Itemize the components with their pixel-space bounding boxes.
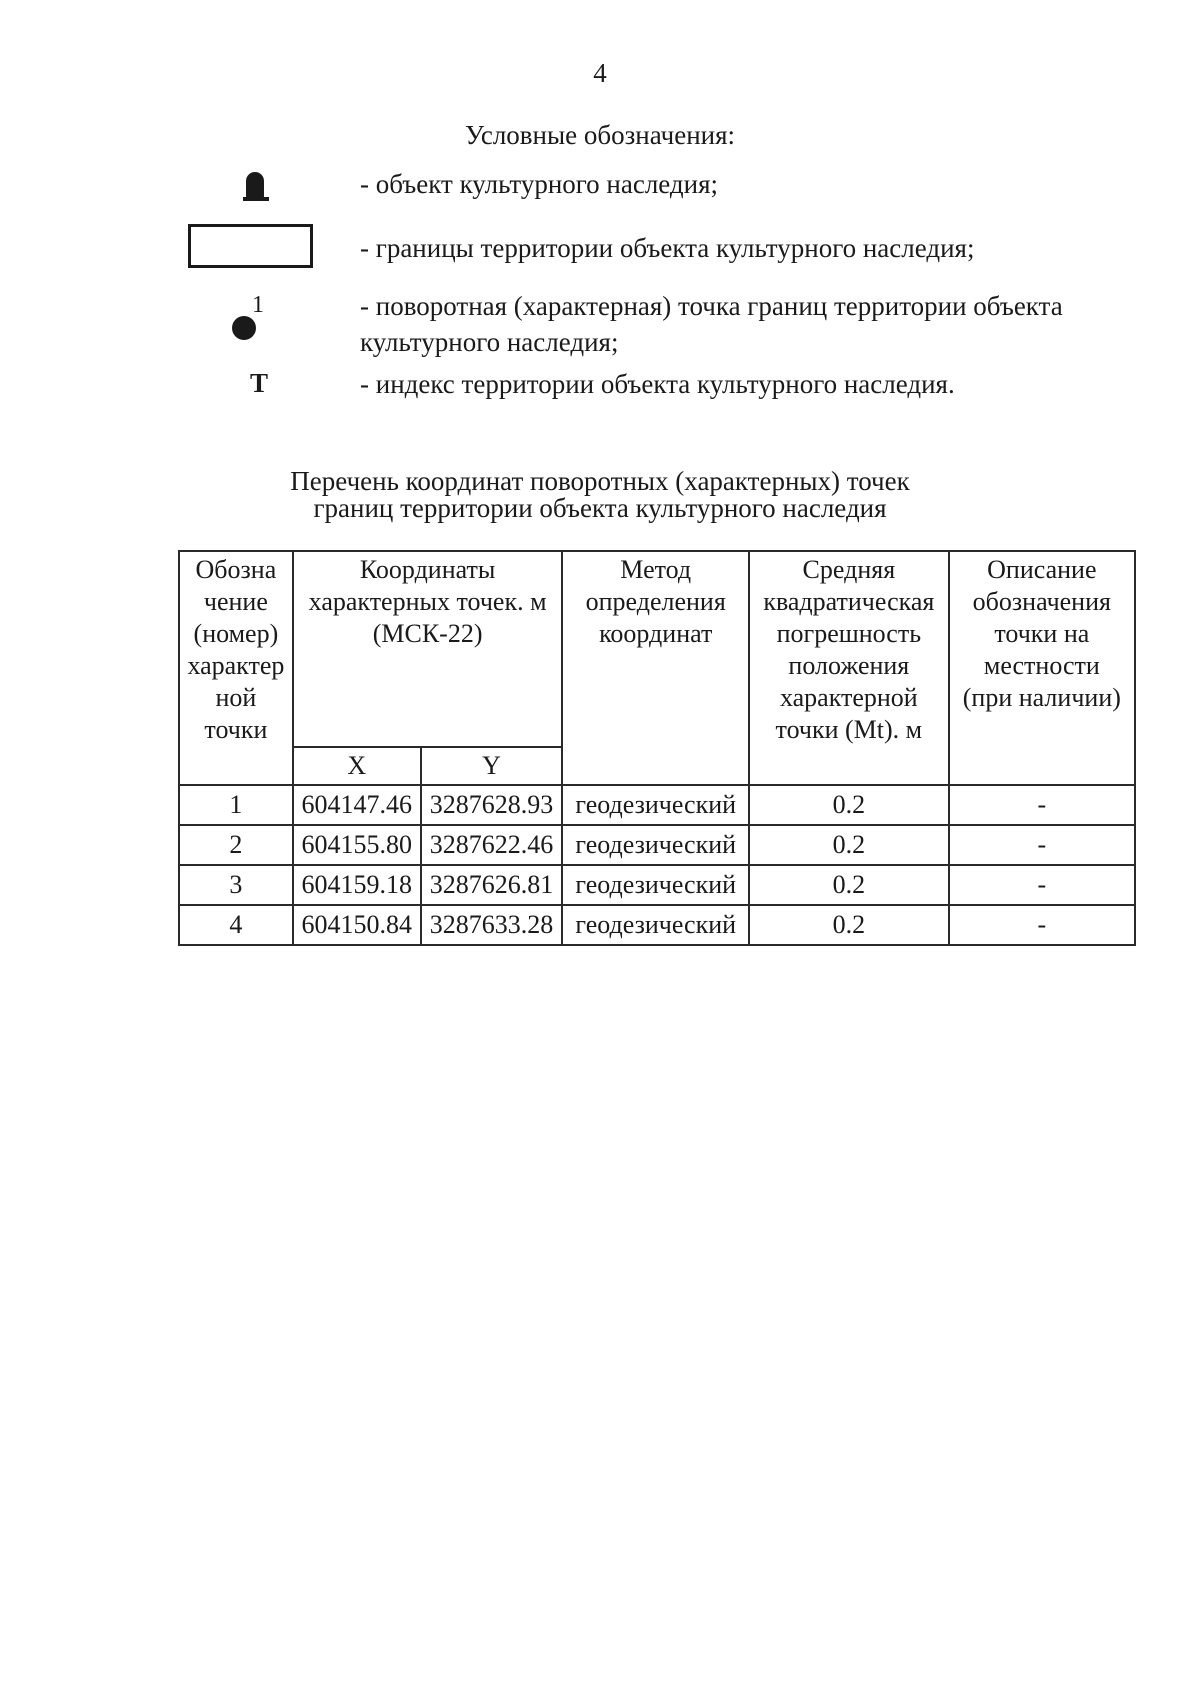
cell-number: 1	[179, 785, 293, 825]
table-row	[179, 825, 1135, 865]
legend-item-text: - индекс территории объекта культурного наследия.	[360, 369, 955, 399]
cell-y: 3287628.93	[421, 785, 563, 825]
cell-description: -	[949, 825, 1135, 865]
territory-boundary-icon	[188, 224, 313, 268]
turning-point-icon-label: 1	[252, 292, 264, 318]
table-row	[179, 865, 1135, 905]
legend-item-text-line: - поворотная (характерная) точка границ территории объекта	[360, 291, 1063, 321]
table-title-line: Перечень координат поворотных (характерных) точек	[290, 466, 910, 496]
table-header-row	[179, 551, 1135, 747]
header-accuracy: Средняя квадратическая погрешность положения характерной точки (Mt). м	[749, 551, 949, 785]
cell-x: 604159.18	[293, 865, 421, 905]
header-y: Y	[421, 747, 563, 785]
coordinates-table	[178, 550, 1136, 946]
header-x: X	[293, 747, 421, 785]
cell-method: геодезический	[562, 825, 749, 865]
header-description: Описание обозначения точки на местности (при наличии)	[949, 551, 1135, 785]
table-title-line: границ территории объекта культурного наследия	[313, 493, 887, 523]
legend-title: Условные обозначения:	[464, 120, 736, 150]
table-row	[179, 905, 1135, 945]
cell-accuracy: 0.2	[749, 905, 949, 945]
cell-y: 3287633.28	[421, 905, 563, 945]
territory-index-icon: Т	[250, 368, 269, 398]
cell-accuracy: 0.2	[749, 825, 949, 865]
header-coordinates: Координаты характерных точек. м (МСК-22)	[293, 551, 563, 747]
cell-x: 604147.46	[293, 785, 421, 825]
cultural-heritage-object-icon	[246, 172, 264, 198]
cell-accuracy: 0.2	[749, 865, 949, 905]
legend-item-text: - границы территории объекта культурного наследия;	[360, 233, 975, 263]
cell-x: 604150.84	[293, 905, 421, 945]
legend-item-text-line: культурного наследия;	[360, 327, 619, 357]
cell-description: -	[949, 905, 1135, 945]
cell-x: 604155.80	[293, 825, 421, 865]
header-point-number: Обозна чение (номер) характер ной точки	[179, 551, 293, 785]
cell-number: 4	[179, 905, 293, 945]
cell-method: геодезический	[562, 905, 749, 945]
table-row	[179, 785, 1135, 825]
cell-number: 2	[179, 825, 293, 865]
cell-accuracy: 0.2	[749, 785, 949, 825]
cell-y: 3287622.46	[421, 825, 563, 865]
cell-y: 3287626.81	[421, 865, 563, 905]
cell-method: геодезический	[562, 785, 749, 825]
legend-item-text	[360, 288, 1120, 360]
cell-method: геодезический	[562, 865, 749, 905]
cell-description: -	[949, 865, 1135, 905]
turning-point-icon	[232, 316, 256, 340]
header-method: Метод определения координат	[562, 551, 749, 785]
table-title	[0, 468, 1200, 522]
cell-description: -	[949, 785, 1135, 825]
cell-number: 3	[179, 865, 293, 905]
page-number: 4	[593, 58, 607, 88]
legend-item-text: - объект культурного наследия;	[360, 169, 719, 199]
